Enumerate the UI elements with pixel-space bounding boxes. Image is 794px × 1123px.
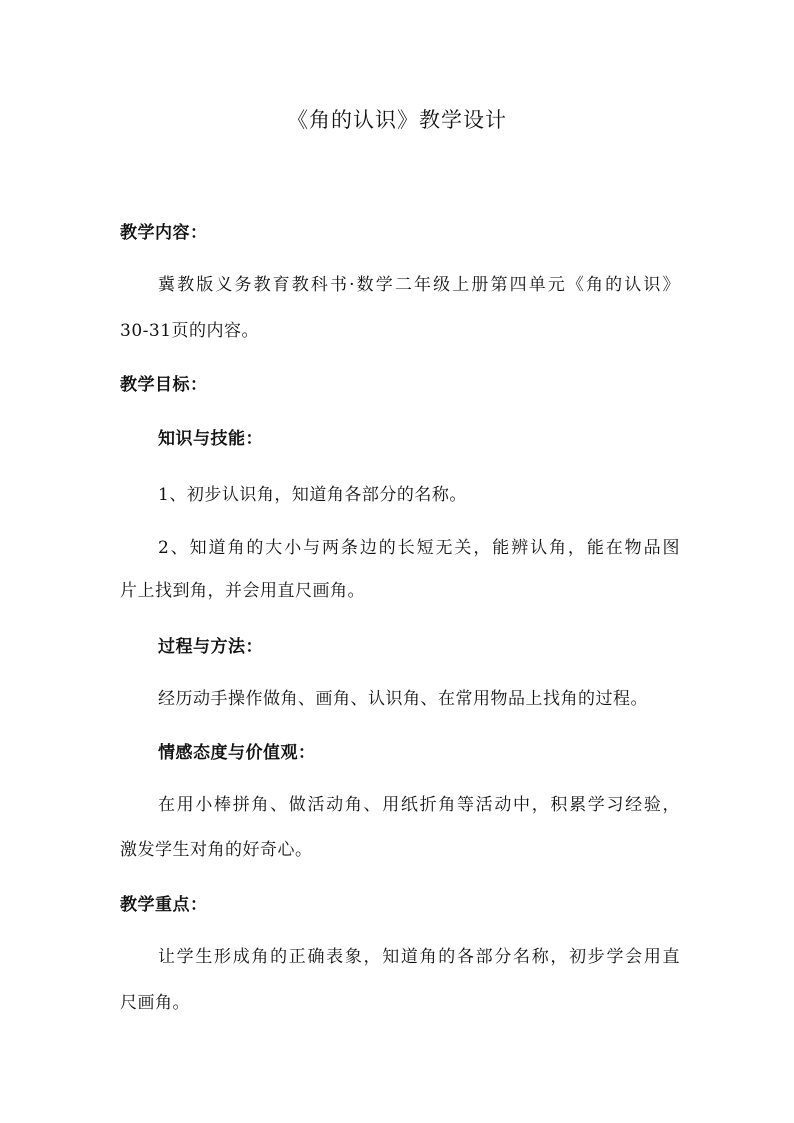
attitude-line-1: 在用小棒拼角、做活动角、用纸折角等活动中，积累学习经验， xyxy=(158,795,680,815)
process-text: 经历动手操作做角、画角、认识角、在常用物品上找角的过程。 xyxy=(158,689,648,709)
document-title: 《角的认识》教学设计 xyxy=(287,108,507,132)
key-points-line-1: 让学生形成角的正确表象，知道角的各部分名称，初步学会用直 xyxy=(158,947,680,967)
knowledge-item-1: 1、初步认识角，知道角各部分的名称。 xyxy=(158,485,467,505)
key-points-line-2: 尺画角。 xyxy=(120,993,190,1013)
attitude-line-2: 激发学生对角的好奇心。 xyxy=(120,840,313,860)
section-heading-key-points: 教学重点： xyxy=(120,895,208,915)
subheading-attitude: 情感态度与价值观： xyxy=(158,743,316,763)
content-paragraph-line-1: 冀教版义务教育教科书·数学二年级上册第四单元《角的认识》 xyxy=(158,275,680,295)
subheading-process: 过程与方法： xyxy=(158,637,263,657)
content-paragraph-line-2: 30-31页的内容。 xyxy=(120,321,260,341)
section-heading-objectives: 教学目标： xyxy=(120,375,208,395)
subheading-knowledge: 知识与技能： xyxy=(158,429,263,449)
section-heading-content: 教学内容： xyxy=(120,223,208,243)
knowledge-item-2-line-1: 2、知道角的大小与两条边的长短无关，能辨认角，能在物品图 xyxy=(158,538,680,558)
knowledge-item-2-line-2: 片上找到角，并会用直尺画角。 xyxy=(120,581,365,601)
